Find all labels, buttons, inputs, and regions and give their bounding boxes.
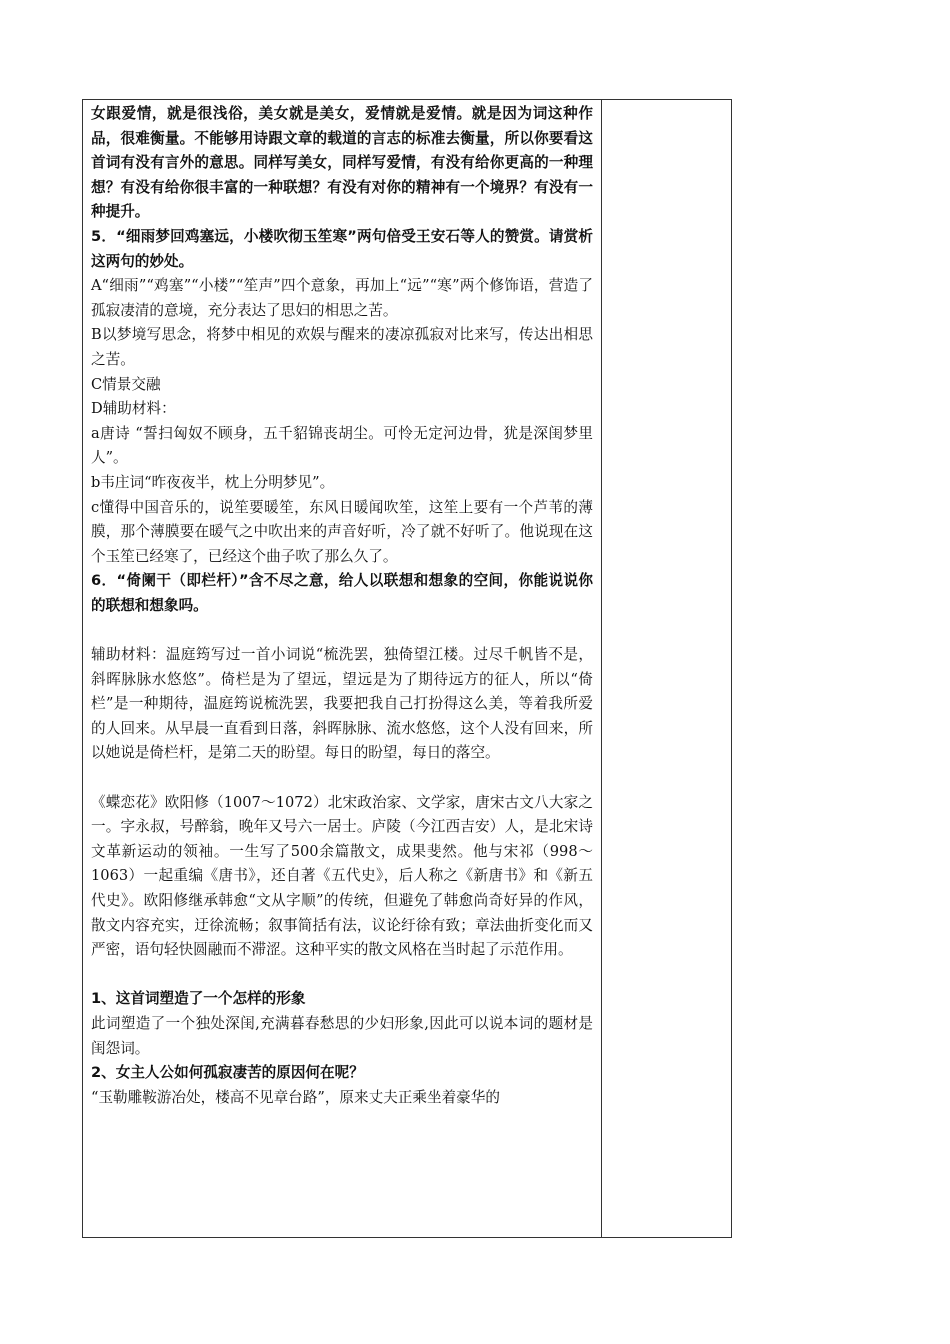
answer-5-c: C情景交融: [91, 375, 161, 393]
author-bio: 《蝶恋花》欧阳修（1007～1072）北宋政治家、文学家，唐宋古文八大家之一。字永叔，号醉翁，晚年又号六一居士。庐陵（今江西吉安）人，是北宋诗文革新运动的领袖。一生写了500余篇散文，成果斐然。他与宋祁（998～1063）一起重编《唐书》，还自著《五代史》，后人称之《新唐书》和《新五代史》。欧阳修继承韩愈“文从字顺”的传统，但避免了韩愈尚奇好异的作风，散文内容充实，迂徐流畅；叙事简括有法，议论纡徐有致；章法曲折变化而又严密，语句轻快圆融而不滞涩。这种平实的散文风格在当时起了示范作用。: [91, 793, 593, 959]
answer-5-d: D辅助材料：: [91, 400, 176, 418]
material-b: b韦庄词“昨夜夜半，枕上分明梦见”。: [91, 473, 335, 491]
paragraph-intro: 女跟爱情，就是很浅俗，美女就是美女，爱情就是爱情。就是因为词这种作品，很难衡量。不能够用诗跟文章的载道的言志的标准去衡量，所以你要看这首词有没有言外的意思。同样写美女，同样写爱情，有没有给你更高的一种理想？有没有给你很丰富的一种联想？有没有对你的精神有一个境界？有没有一种提升。: [91, 105, 593, 221]
answer-1: 此词塑造了一个独处深闺,充满暮春愁思的少妇形象,因此可以说本词的题材是闺怨词。: [91, 1014, 593, 1057]
main-content-cell: [91, 102, 593, 1110]
lesson-table: [82, 99, 732, 1238]
answer-5-b: B以梦境写思念，将梦中相见的欢娱与醒来的凄凉孤寂对比来写，传达出相思之苦。: [91, 326, 593, 368]
material-a: a唐诗 “誓扫匈奴不顾身，五千貂锦丧胡尘。可怜无定河边骨，犹是深闺梦里人”。: [91, 424, 593, 467]
notes-cell: [602, 100, 731, 1237]
spacer: [91, 766, 593, 791]
answer-5-a: A“细雨”“鸡塞”“小楼”“笙声”四个意象，再加上“远”“寒”两个修饰语，营造了孤寂凄清的意境，充分表达了思妇的相思之苦。: [91, 277, 593, 319]
question-2: 2、女主人公如何孤寂凄苦的原因何在呢？: [91, 1064, 364, 1082]
answer-2: “玉勒雕鞍游冶处，楼高不见章台路”，原来丈夫正乘坐着豪华的: [91, 1088, 500, 1106]
material-c: c懂得中国音乐的，说笙要暖笙，东风日暖闻吹笙，这笙上要有一个芦苇的薄膜，那个薄膜要在暖气之中吹出来的声音好听，冷了就不好听了。他说现在这个玉笙已经寒了，已经这个曲子吹了那么久了。: [91, 498, 593, 565]
question-6: 6．“倚阑干（即栏杆）”含不尽之意，给人以联想和想象的空间，你能说说你的联想和想象吗。: [91, 572, 593, 614]
question-5: 5．“细雨梦回鸡塞远，小楼吹彻玉笙寒”两句倍受王安石等人的赞赏。请赏析这两句的妙处。: [91, 227, 593, 270]
spacer: [91, 618, 593, 643]
answer-6: 辅助材料：温庭筠写过一首小词说“梳洗罢，独倚望江楼。过尽千帆皆不是，斜晖脉脉水悠悠”。倚栏是为了望远，望远是为了期待远方的征人，所以“倚栏”是一种期待，温庭筠说梳洗罢，我要把我自己打扮得这么美，等着我所爱的人回来。从早晨一直看到日落，斜晖脉脉、流水悠悠，这个人没有回来，所以她说是倚栏杆，是第二天的盼望。每日的盼望，每日的落空。: [91, 646, 593, 762]
spacer: [91, 963, 593, 988]
question-1: 1、这首词塑造了一个怎样的形象: [91, 990, 306, 1008]
